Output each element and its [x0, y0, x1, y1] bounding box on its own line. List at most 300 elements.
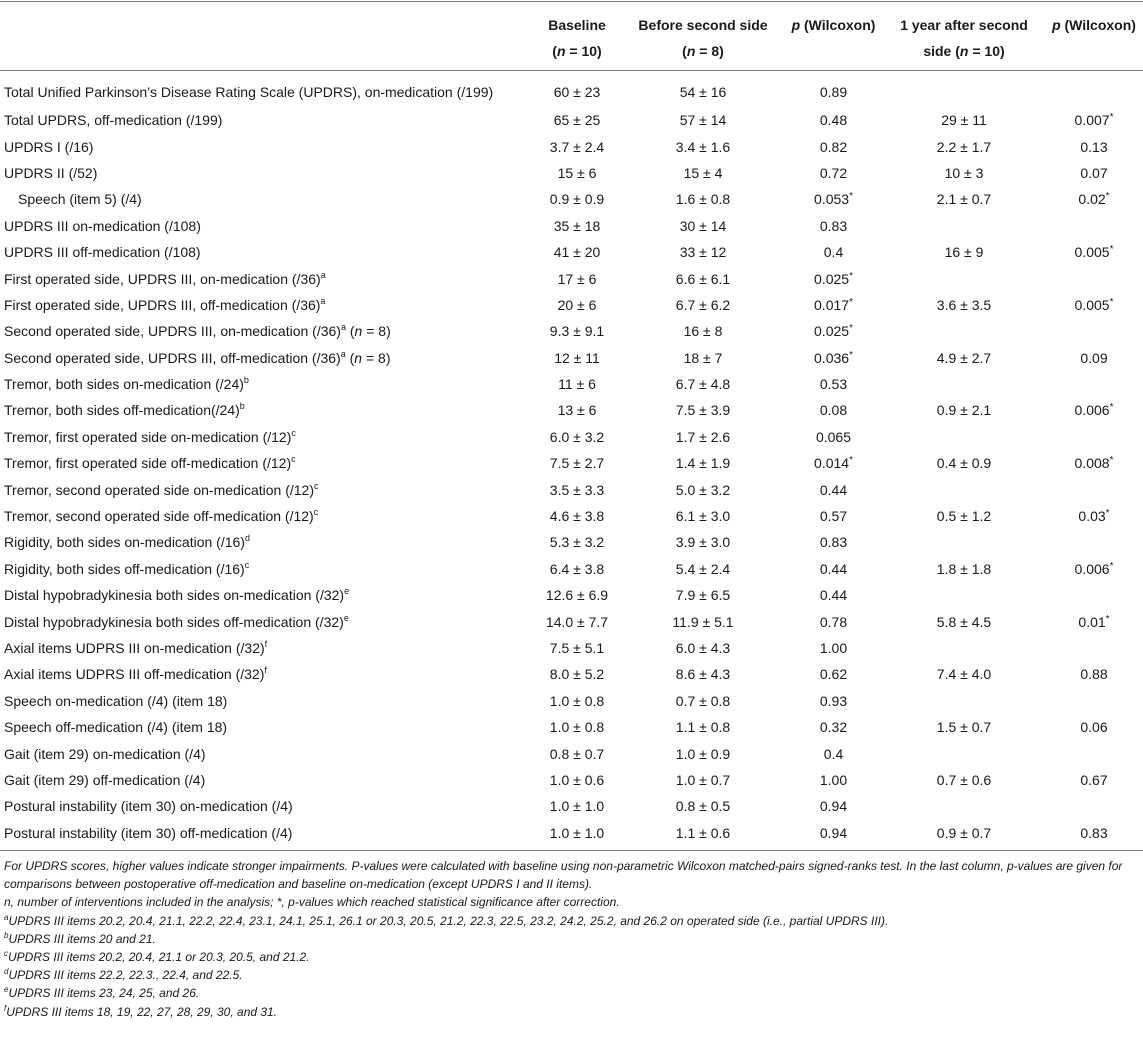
table-row [0, 635, 1143, 661]
cell-one-year-after-value: 1.5 ± 0.7 [936, 719, 992, 736]
cell-before-second-side-value: 0.7 ± 0.8 [675, 692, 731, 709]
row-label-text: Tremor, both sides off-medication(/24) [4, 402, 240, 419]
cell-p-wilcoxon-1-value: 0.82 [819, 138, 848, 155]
row-label [0, 239, 532, 265]
cell-one-year-after-value: 1.8 ± 1.8 [936, 560, 992, 577]
table-row [0, 450, 1143, 476]
cell-before-second-side [622, 476, 784, 502]
cell-baseline [532, 608, 622, 634]
table-row [0, 661, 1143, 687]
footnote-general: For UPDRS scores, higher values indicate stronger impairments. P-values were calculated with baseline using non-parametric Wilcoxon matched-pairs signed-ranks test. In the last column, p-values are given for comparisons between postoperative off-medication and baseline on-medication (except UPDRS I and II items). [4, 858, 1123, 892]
cell-p-wilcoxon-2 [1045, 133, 1143, 159]
cell-before-second-side [622, 160, 784, 186]
cell-baseline-value: 60 ± 23 [553, 84, 601, 100]
cell-one-year-after [883, 107, 1045, 133]
cell-p-wilcoxon-2 [1045, 160, 1143, 186]
cell-p-wilcoxon-1-value: 0.32 [819, 719, 848, 736]
cell-baseline-value: 1.0 ± 1.0 [549, 798, 605, 815]
cell-p-wilcoxon-1-value: 0.08 [819, 402, 848, 419]
cell-before-second-side-value: 8.6 ± 4.3 [675, 666, 731, 683]
cell-p-wilcoxon-1-value: 0.025 [814, 270, 850, 287]
cell-baseline-value: 6.0 ± 3.2 [549, 428, 605, 445]
cell-p-wilcoxon-2 [1045, 688, 1143, 714]
row-label-text: Total Unified Parkinson’s Disease Rating Scale (UPDRS), on-medication (/199) [4, 84, 494, 100]
cell-one-year-after [883, 239, 1045, 265]
cell-baseline [532, 213, 622, 239]
header-year-n-var: n [959, 43, 969, 59]
cell-before-second-side-value: 5.0 ± 3.2 [675, 481, 731, 498]
cell-one-year-after [883, 424, 1045, 450]
row-label-text: UPDRS III off-medication (/108) [4, 244, 201, 261]
cell-before-second-side [622, 608, 784, 634]
cell-baseline [532, 318, 622, 344]
cell-baseline-value: 13 ± 6 [557, 402, 597, 419]
cell-baseline [532, 740, 622, 766]
cell-before-second-side [622, 793, 784, 819]
cell-one-year-after [883, 820, 1045, 851]
cell-baseline-value: 1.0 ± 0.8 [549, 719, 605, 736]
cell-p-wilcoxon-1-value: 0.48 [819, 112, 848, 129]
cell-p-wilcoxon-1-value: 0.72 [819, 164, 848, 181]
row-label [0, 714, 532, 740]
cell-p-wilcoxon-2 [1045, 318, 1143, 344]
cell-p-wilcoxon-1-value: 0.014 [814, 455, 850, 472]
cell-one-year-after [883, 160, 1045, 186]
cell-one-year-after-value: 4.9 ± 2.7 [936, 349, 992, 366]
cell-baseline [532, 265, 622, 291]
cell-before-second-side [622, 265, 784, 291]
cell-before-second-side-value: 1.1 ± 0.6 [675, 824, 731, 841]
cell-one-year-after [883, 714, 1045, 740]
table-row [0, 160, 1143, 186]
cell-p-wilcoxon-1-value: 0.89 [819, 84, 848, 100]
cell-p-wilcoxon-2-value: 0.13 [1080, 138, 1108, 155]
cell-one-year-after [883, 345, 1045, 371]
row-label-footnote-marker: c [291, 454, 296, 465]
cell-before-second-side-value: 1.0 ± 0.9 [675, 745, 731, 762]
cell-before-second-side [622, 71, 784, 108]
cell-p-wilcoxon-1 [784, 292, 883, 318]
cell-baseline-value: 9.3 ± 9.1 [549, 323, 605, 340]
row-label-text: First operated side, UPDRS III, off-medication (/36) [4, 296, 321, 313]
cell-baseline [532, 688, 622, 714]
cell-p-wilcoxon-2 [1045, 345, 1143, 371]
header-baseline-n-var: n [556, 43, 566, 59]
cell-p-wilcoxon-1 [784, 160, 883, 186]
cell-one-year-after [883, 371, 1045, 397]
cell-p-wilcoxon-1-value: 0.4 [823, 244, 844, 261]
cell-p-wilcoxon-1-value: 0.065 [815, 428, 852, 445]
row-label-text: UPDRS II (/52) [4, 164, 98, 181]
cell-one-year-after [883, 265, 1045, 291]
significance-marker: * [1109, 455, 1114, 467]
footnote-b-text: UPDRS III items 20 and 21. [8, 931, 156, 946]
row-label-text: Speech on-medication (/4) (item 18) [4, 692, 228, 709]
cell-baseline [532, 397, 622, 423]
cell-before-second-side [622, 213, 784, 239]
row-label [0, 529, 532, 555]
row-label [0, 582, 532, 608]
cell-baseline-value: 11 ± 6 [558, 376, 596, 393]
table-header [0, 2, 1143, 71]
cell-before-second-side [622, 450, 784, 476]
cell-p-wilcoxon-2 [1045, 397, 1143, 423]
cell-before-second-side-value: 15 ± 4 [683, 164, 723, 181]
row-label-text: UPDRS I (/16) [4, 138, 94, 155]
row-label-footnote-marker: c [313, 480, 319, 491]
row-label [0, 450, 532, 476]
row-label [0, 133, 532, 159]
table-row [0, 503, 1143, 529]
footnote-a [4, 912, 1139, 930]
cell-p-wilcoxon-2 [1045, 793, 1143, 819]
cell-p-wilcoxon-2-value: 0.02 [1078, 191, 1106, 208]
row-label [0, 186, 532, 212]
significance-marker: * [1109, 296, 1114, 308]
cell-p-wilcoxon-1-value: 0.025 [814, 323, 850, 340]
cell-p-wilcoxon-1 [784, 529, 883, 555]
cell-p-wilcoxon-2 [1045, 107, 1143, 133]
cell-one-year-after [883, 213, 1045, 239]
cell-p-wilcoxon-1 [784, 556, 883, 582]
cell-p-wilcoxon-2 [1045, 292, 1143, 318]
header-one-year-after [883, 2, 1045, 71]
cell-before-second-side [622, 371, 784, 397]
cell-before-second-side [622, 107, 784, 133]
footnote-d-marker: d [4, 967, 9, 977]
cell-p-wilcoxon-2-value: 0.88 [1080, 666, 1108, 683]
cell-baseline [532, 239, 622, 265]
header-year-title: 1 year after second [900, 17, 1028, 33]
row-label-text: Postural instability (item 30) off-medication (/4) [4, 824, 293, 841]
footnote-c-marker: c [4, 948, 8, 958]
cell-p-wilcoxon-1-value: 1.00 [819, 640, 848, 656]
cell-baseline [532, 529, 622, 555]
row-label-text: First operated side, UPDRS III, on-medication (/36) [4, 270, 321, 287]
cell-p-wilcoxon-2 [1045, 476, 1143, 502]
table-row [0, 793, 1143, 819]
cell-one-year-after-value: 2.1 ± 0.7 [936, 191, 992, 208]
table-row [0, 582, 1143, 608]
cell-before-second-side [622, 820, 784, 851]
footnote-d [4, 966, 1139, 984]
cell-p-wilcoxon-2-value: 0.09 [1080, 349, 1108, 366]
footnote-a-text: UPDRS III items 20.2, 20.4, 21.1, 22.2, 22.4, 23.1, 24.1, 25.1, 26.1 or 20.3, 20.5, 21.2, 22.3, 22.5, 23.2, 24.2, 25.2, and 26.2 on operated side (i.e., partial UPDRS III). [8, 913, 889, 928]
row-label-footnote-marker: a [340, 322, 346, 333]
cell-p-wilcoxon-2 [1045, 582, 1143, 608]
row-label [0, 503, 532, 529]
cell-p-wilcoxon-1-value: 0.57 [819, 508, 848, 525]
cell-before-second-side [622, 661, 784, 687]
cell-p-wilcoxon-2 [1045, 71, 1143, 108]
cell-baseline-value: 4.6 ± 3.8 [549, 508, 605, 525]
cell-before-second-side-value: 0.8 ± 0.5 [675, 798, 731, 815]
cell-p-wilcoxon-1 [784, 107, 883, 133]
row-label-text: Tremor, first operated side off-medication (/12) [4, 455, 292, 472]
table-row [0, 529, 1143, 555]
cell-p-wilcoxon-1-value: 0.44 [819, 587, 848, 604]
cell-p-wilcoxon-2 [1045, 239, 1143, 265]
cell-one-year-after [883, 635, 1045, 661]
cell-one-year-after-value: 3.6 ± 3.5 [936, 296, 992, 313]
row-label-footnote-marker: f [264, 639, 268, 649]
row-label-footnote-marker: d [244, 533, 250, 544]
cell-p-wilcoxon-1-value: 0.78 [819, 613, 848, 630]
cell-one-year-after-value: 2.2 ± 1.7 [936, 138, 992, 155]
cell-p-wilcoxon-2-value: 0.006 [1074, 402, 1110, 419]
row-label-text: UPDRS III on-medication (/108) [4, 217, 201, 234]
table-row [0, 767, 1143, 793]
cell-one-year-after-value: 10 ± 3 [944, 164, 984, 181]
cell-before-second-side-value: 1.0 ± 0.7 [675, 771, 731, 788]
row-label-footnote-marker: e [343, 612, 349, 623]
table-footnotes [0, 851, 1143, 1021]
cell-baseline [532, 160, 622, 186]
cell-one-year-after [883, 292, 1045, 318]
cell-before-second-side-value: 7.5 ± 3.9 [675, 402, 731, 419]
cell-p-wilcoxon-2 [1045, 450, 1143, 476]
table-row [0, 265, 1143, 291]
row-label-footnote-marker: c [313, 507, 319, 518]
footnote-a-marker: a [4, 912, 9, 922]
row-label-text: Tremor, second operated side on-medication (/12) [4, 481, 314, 498]
cell-one-year-after [883, 476, 1045, 502]
cell-p-wilcoxon-1-value: 0.017 [814, 296, 850, 313]
cell-one-year-after [883, 397, 1045, 423]
header-baseline-n-value: = 10) [565, 43, 602, 59]
cell-baseline [532, 661, 622, 687]
cell-one-year-after [883, 318, 1045, 344]
table-row [0, 292, 1143, 318]
significance-marker: * [849, 349, 853, 361]
header-p1-var: p [791, 17, 801, 33]
cell-p-wilcoxon-2 [1045, 767, 1143, 793]
cell-p-wilcoxon-1 [784, 239, 883, 265]
cell-before-second-side-value: 16 ± 8 [683, 323, 723, 340]
cell-one-year-after-value: 0.9 ± 2.1 [936, 402, 992, 419]
cell-p-wilcoxon-2 [1045, 740, 1143, 766]
cell-before-second-side [622, 740, 784, 766]
cell-p-wilcoxon-1 [784, 213, 883, 239]
cell-p-wilcoxon-1-value: 0.94 [819, 798, 848, 815]
significance-marker: * [849, 296, 853, 308]
cell-before-second-side [622, 186, 784, 212]
cell-one-year-after [883, 503, 1045, 529]
cell-baseline [532, 820, 622, 851]
cell-before-second-side-value: 1.7 ± 2.6 [675, 428, 731, 445]
significance-marker: * [849, 270, 853, 282]
cell-before-second-side [622, 767, 784, 793]
cell-p-wilcoxon-1-value: 0.62 [819, 666, 848, 683]
row-label [0, 688, 532, 714]
cell-p-wilcoxon-1-value: 0.83 [819, 534, 848, 551]
cell-baseline-value: 15 ± 6 [557, 164, 597, 181]
cell-before-second-side [622, 424, 784, 450]
cell-before-second-side-value: 57 ± 14 [679, 112, 727, 129]
footnote-e-text: UPDRS III items 23, 24, 25, and 26. [8, 986, 200, 1001]
row-label-text: Rigidity, both sides on-medication (/16) [4, 534, 245, 551]
cell-one-year-after [883, 582, 1045, 608]
cell-p-wilcoxon-1 [784, 186, 883, 212]
cell-one-year-after [883, 186, 1045, 212]
cell-before-second-side [622, 688, 784, 714]
cell-baseline [532, 186, 622, 212]
cell-one-year-after [883, 71, 1045, 108]
cell-baseline [532, 793, 622, 819]
row-label [0, 345, 532, 371]
significance-marker: * [1109, 244, 1114, 256]
cell-p-wilcoxon-1 [784, 635, 883, 661]
table-row [0, 371, 1143, 397]
table-row [0, 133, 1143, 159]
cell-one-year-after [883, 556, 1045, 582]
cell-p-wilcoxon-1-value: 0.93 [819, 692, 848, 709]
cell-p-wilcoxon-2 [1045, 556, 1143, 582]
cell-p-wilcoxon-1 [784, 740, 883, 766]
cell-one-year-after [883, 688, 1045, 714]
row-label [0, 476, 532, 502]
cell-before-second-side [622, 318, 784, 344]
table-row [0, 213, 1143, 239]
cell-one-year-after [883, 740, 1045, 766]
significance-marker: * [1109, 112, 1114, 124]
significance-marker: * [1105, 613, 1110, 625]
cell-baseline [532, 292, 622, 318]
cell-p-wilcoxon-1 [784, 608, 883, 634]
cell-before-second-side [622, 556, 784, 582]
significance-marker: * [1105, 508, 1110, 520]
row-label-footnote-marker: e [344, 586, 350, 597]
row-label-text: Gait (item 29) off-medication (/4) [4, 771, 206, 788]
table-row [0, 714, 1143, 740]
cell-before-second-side [622, 133, 784, 159]
cell-p-wilcoxon-2 [1045, 661, 1143, 687]
cell-one-year-after [883, 767, 1045, 793]
cell-before-second-side-value: 6.6 ± 6.1 [675, 270, 731, 287]
cell-one-year-after [883, 793, 1045, 819]
cell-before-second-side [622, 397, 784, 423]
cell-p-wilcoxon-1 [784, 688, 883, 714]
cell-p-wilcoxon-1-value: 0.053 [814, 191, 850, 208]
cell-p-wilcoxon-1 [784, 397, 883, 423]
cell-baseline-value: 14.0 ± 7.7 [545, 613, 609, 630]
cell-before-second-side [622, 345, 784, 371]
cell-one-year-after [883, 608, 1045, 634]
cell-before-second-side-value: 6.7 ± 4.8 [675, 376, 731, 393]
row-label-text: Second operated side, UPDRS III, off-medication (/36) [4, 349, 341, 366]
cell-p-wilcoxon-1 [784, 793, 883, 819]
row-label [0, 318, 532, 344]
table-row [0, 608, 1143, 634]
cell-baseline-value: 6.4 ± 3.8 [549, 560, 605, 577]
footnote-c-text: UPDRS III items 20.2, 20.4, 21.1 or 20.3, 20.5, and 21.2. [8, 949, 310, 964]
cell-baseline-value: 3.5 ± 3.3 [549, 481, 605, 498]
table-row [0, 345, 1143, 371]
cell-before-second-side [622, 503, 784, 529]
cell-before-second-side [622, 714, 784, 740]
cell-p-wilcoxon-1 [784, 820, 883, 851]
cell-p-wilcoxon-1 [784, 503, 883, 529]
cell-baseline [532, 556, 622, 582]
cell-p-wilcoxon-2-value: 0.06 [1080, 719, 1108, 736]
cell-before-second-side [622, 529, 784, 555]
cell-p-wilcoxon-1 [784, 661, 883, 687]
cell-p-wilcoxon-2-value: 0.03 [1078, 508, 1106, 525]
cell-p-wilcoxon-1 [784, 714, 883, 740]
cell-before-second-side-value: 1.6 ± 0.8 [675, 191, 731, 208]
header-year-n-value: = 10) [968, 43, 1005, 59]
cell-p-wilcoxon-1 [784, 71, 883, 108]
cell-p-wilcoxon-1-value: 1.00 [819, 771, 848, 788]
cell-p-wilcoxon-1-value: 0.94 [819, 824, 848, 841]
row-label-footnote-marker: f [264, 665, 267, 676]
row-label-text: Tremor, both sides on-medication (/24) [4, 376, 244, 393]
cell-baseline [532, 133, 622, 159]
cell-baseline [532, 71, 622, 108]
header-before-n-value: = 8) [695, 43, 724, 59]
header-baseline-n-open: ( [552, 43, 557, 59]
cell-baseline-value: 1.0 ± 0.8 [549, 692, 605, 709]
significance-marker: * [849, 323, 853, 335]
table-row [0, 476, 1143, 502]
cell-p-wilcoxon-1 [784, 318, 883, 344]
footnote-f-marker: f [4, 1003, 7, 1013]
row-label [0, 397, 532, 423]
cell-p-wilcoxon-2 [1045, 371, 1143, 397]
cell-before-second-side-value: 7.9 ± 6.5 [675, 587, 731, 604]
row-label [0, 740, 532, 766]
cell-one-year-after [883, 661, 1045, 687]
row-label [0, 107, 532, 133]
cell-baseline-value: 3.7 ± 2.4 [549, 138, 605, 155]
row-label-text: Gait (item 29) on-medication (/4) [4, 745, 206, 762]
row-label [0, 160, 532, 186]
cell-baseline [532, 635, 622, 661]
cell-baseline [532, 424, 622, 450]
cell-baseline-value: 65 ± 25 [553, 112, 601, 129]
row-label [0, 820, 532, 851]
results-table [0, 1, 1143, 851]
cell-p-wilcoxon-2-value: 0.008 [1074, 455, 1110, 472]
cell-baseline [532, 345, 622, 371]
header-p-wilcoxon-1 [784, 2, 883, 71]
row-label [0, 793, 532, 819]
cell-before-second-side-value: 54 ± 16 [679, 84, 727, 100]
cell-before-second-side-value: 6.1 ± 3.0 [675, 508, 731, 525]
cell-p-wilcoxon-1-value: 0.44 [819, 481, 848, 498]
cell-one-year-after-value: 29 ± 11 [941, 112, 987, 129]
cell-baseline-value: 20 ± 6 [557, 296, 597, 313]
cell-before-second-side [622, 635, 784, 661]
row-label-footnote-marker: b [243, 375, 249, 386]
cell-baseline-value: 35 ± 18 [553, 217, 601, 234]
cell-one-year-after [883, 450, 1045, 476]
cell-one-year-after-value: 0.7 ± 0.6 [936, 771, 992, 788]
row-label-text: Axial items UDPRS III off-medication (/32) [4, 666, 265, 683]
table-body [0, 71, 1143, 851]
cell-p-wilcoxon-2 [1045, 213, 1143, 239]
row-label-text: Tremor, second operated side off-medication (/12) [4, 508, 314, 525]
cell-p-wilcoxon-2 [1045, 714, 1143, 740]
cell-p-wilcoxon-2 [1045, 424, 1143, 450]
cell-baseline-value: 1.0 ± 0.6 [549, 771, 605, 788]
footnote-c [4, 948, 1139, 966]
cell-baseline-value: 0.8 ± 0.7 [549, 745, 605, 762]
cell-baseline-value: 1.0 ± 1.0 [549, 824, 605, 841]
footnote-e [4, 984, 1139, 1002]
cell-baseline [532, 371, 622, 397]
cell-p-wilcoxon-2 [1045, 635, 1143, 661]
